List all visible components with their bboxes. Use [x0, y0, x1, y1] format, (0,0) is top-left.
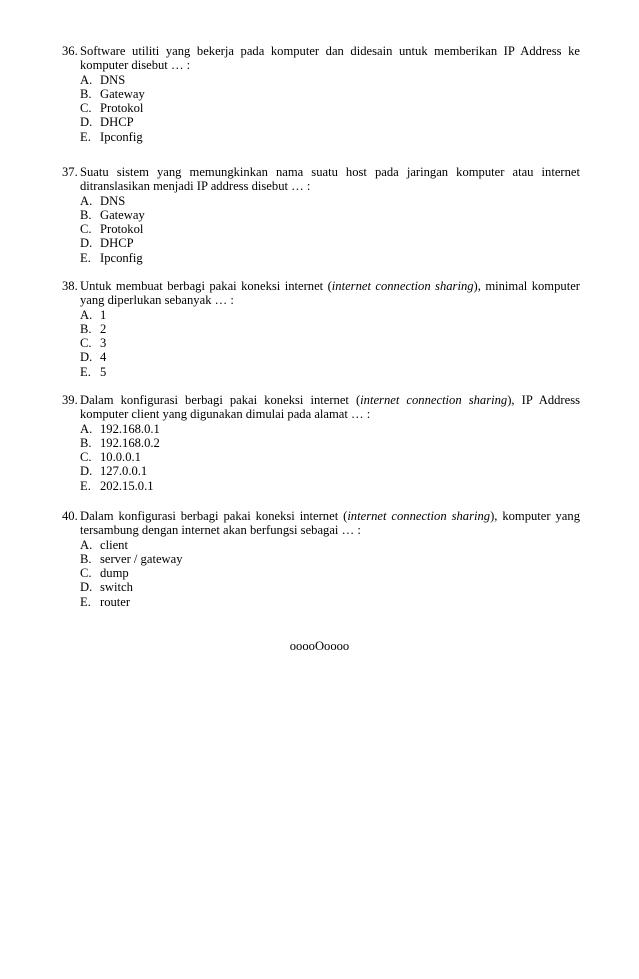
option-letter: C.: [80, 336, 92, 351]
answer-option-d: [62, 464, 580, 478]
question-text: [62, 44, 580, 73]
option-letter: E.: [80, 129, 91, 144]
answer-option-c: [62, 101, 580, 115]
option-letter: A.: [80, 537, 93, 552]
question-39: [62, 393, 580, 493]
option-letter: D.: [80, 464, 93, 479]
option-letter: C.: [80, 566, 92, 581]
answer-option-d: [62, 350, 580, 364]
option-text: DHCP: [100, 115, 134, 130]
option-text: switch: [100, 580, 133, 595]
option-letter: A.: [80, 193, 93, 208]
answer-option-c: [62, 222, 580, 236]
question-40: [62, 509, 580, 609]
option-text: DNS: [100, 72, 126, 87]
answer-options: [62, 422, 580, 493]
option-letter: A.: [80, 307, 93, 322]
question-text-italic: internet connection sharing: [360, 393, 508, 407]
answer-option-c: [62, 450, 580, 464]
question-text: [62, 393, 580, 422]
option-text: DHCP: [100, 236, 134, 251]
question-number: 40.: [62, 509, 78, 523]
question-number: 37.: [62, 165, 78, 179]
answer-option-b: [62, 436, 580, 450]
option-text: 192.168.0.1: [100, 421, 160, 436]
option-text: 1: [100, 307, 107, 322]
answer-option-a: [62, 194, 580, 208]
answer-option-a: [62, 308, 580, 322]
answer-option-b: [62, 552, 580, 566]
option-text: Gateway: [100, 86, 145, 101]
answer-option-e: [62, 251, 580, 265]
answer-options: [62, 538, 580, 609]
question-text-segment: ), IP Address komputer client yang digunakan dimulai pada alamat … :: [80, 393, 580, 422]
option-letter: C.: [80, 101, 92, 116]
option-text: router: [100, 594, 131, 609]
option-letter: B.: [80, 435, 92, 450]
answer-option-a: [62, 538, 580, 552]
option-text: Ipconfig: [100, 129, 143, 144]
question-36: [62, 44, 580, 144]
option-text: Protokol: [100, 101, 144, 116]
option-text: client: [100, 537, 128, 552]
option-text: Gateway: [100, 207, 145, 222]
option-text: DNS: [100, 193, 126, 208]
answer-options: [62, 73, 580, 144]
answer-options: [62, 308, 580, 379]
question-text: [62, 279, 580, 308]
question-37: [62, 165, 580, 265]
option-text: 4: [100, 350, 107, 365]
option-letter: A.: [80, 72, 93, 87]
question-38: [62, 279, 580, 379]
question-text-segment: ), komputer yang tersambung dengan internet akan berfungsi sebagai … :: [80, 509, 580, 538]
option-letter: E.: [80, 250, 91, 265]
question-text: [62, 509, 580, 538]
question-text-segment: Software utiliti yang bekerja pada komputer dan didesain untuk memberikan IP Address ke komputer disebut … :: [80, 44, 580, 73]
option-text: Protokol: [100, 222, 144, 237]
answer-option-b: [62, 87, 580, 101]
option-letter: B.: [80, 321, 92, 336]
question-text-segment: Untuk membuat berbagi pakai koneksi internet (: [80, 279, 332, 293]
option-text: 3: [100, 336, 107, 351]
option-letter: D.: [80, 580, 93, 595]
option-letter: C.: [80, 450, 92, 465]
answer-option-e: [62, 479, 580, 493]
question-text-segment: ), minimal komputer yang diperlukan sebanyak … :: [80, 279, 580, 308]
answer-option-e: [62, 365, 580, 379]
question-text-segment: Dalam konfigurasi berbagi pakai koneksi internet (: [80, 393, 361, 407]
option-letter: D.: [80, 350, 93, 365]
option-letter: E.: [80, 594, 91, 609]
option-text: 10.0.0.1: [100, 450, 141, 465]
option-text: 5: [100, 364, 107, 379]
answer-option-d: [62, 580, 580, 594]
question-number: 39.: [62, 393, 78, 407]
option-letter: D.: [80, 236, 93, 251]
option-text: 202.15.0.1: [100, 478, 154, 493]
option-text: dump: [100, 566, 129, 581]
answer-option-a: [62, 73, 580, 87]
option-text: 192.168.0.2: [100, 435, 160, 450]
answer-option-a: [62, 422, 580, 436]
question-text-segment: Suatu sistem yang memungkinkan nama suatu host pada jaringan komputer atau internet ditranslasikan menjadi IP address disebut … :: [80, 165, 580, 194]
question-text-italic: internet connection sharing: [331, 279, 474, 293]
option-text: Ipconfig: [100, 250, 143, 265]
answer-option-b: [62, 208, 580, 222]
answer-option-e: [62, 130, 580, 144]
option-letter: E.: [80, 364, 91, 379]
option-letter: B.: [80, 551, 92, 566]
answer-option-c: [62, 336, 580, 350]
option-letter: B.: [80, 207, 92, 222]
question-number: 36.: [62, 44, 78, 58]
answer-option-d: [62, 115, 580, 129]
end-of-section-mark: ooooOoooo: [289, 639, 350, 653]
option-letter: C.: [80, 222, 92, 237]
answer-option-c: [62, 566, 580, 580]
answer-options: [62, 194, 580, 265]
question-text-segment: Dalam konfigurasi berbagi pakai koneksi internet (: [80, 509, 348, 523]
question-text: [62, 165, 580, 194]
answer-option-b: [62, 322, 580, 336]
answer-option-d: [62, 236, 580, 250]
option-letter: D.: [80, 115, 93, 130]
option-text: 127.0.0.1: [100, 464, 148, 479]
question-text-italic: internet connection sharing: [347, 509, 491, 523]
option-text: 2: [100, 321, 107, 336]
question-number: 38.: [62, 279, 78, 293]
option-letter: E.: [80, 478, 91, 493]
option-letter: A.: [80, 421, 93, 436]
option-text: server / gateway: [100, 551, 183, 566]
answer-option-e: [62, 595, 580, 609]
option-letter: B.: [80, 86, 92, 101]
